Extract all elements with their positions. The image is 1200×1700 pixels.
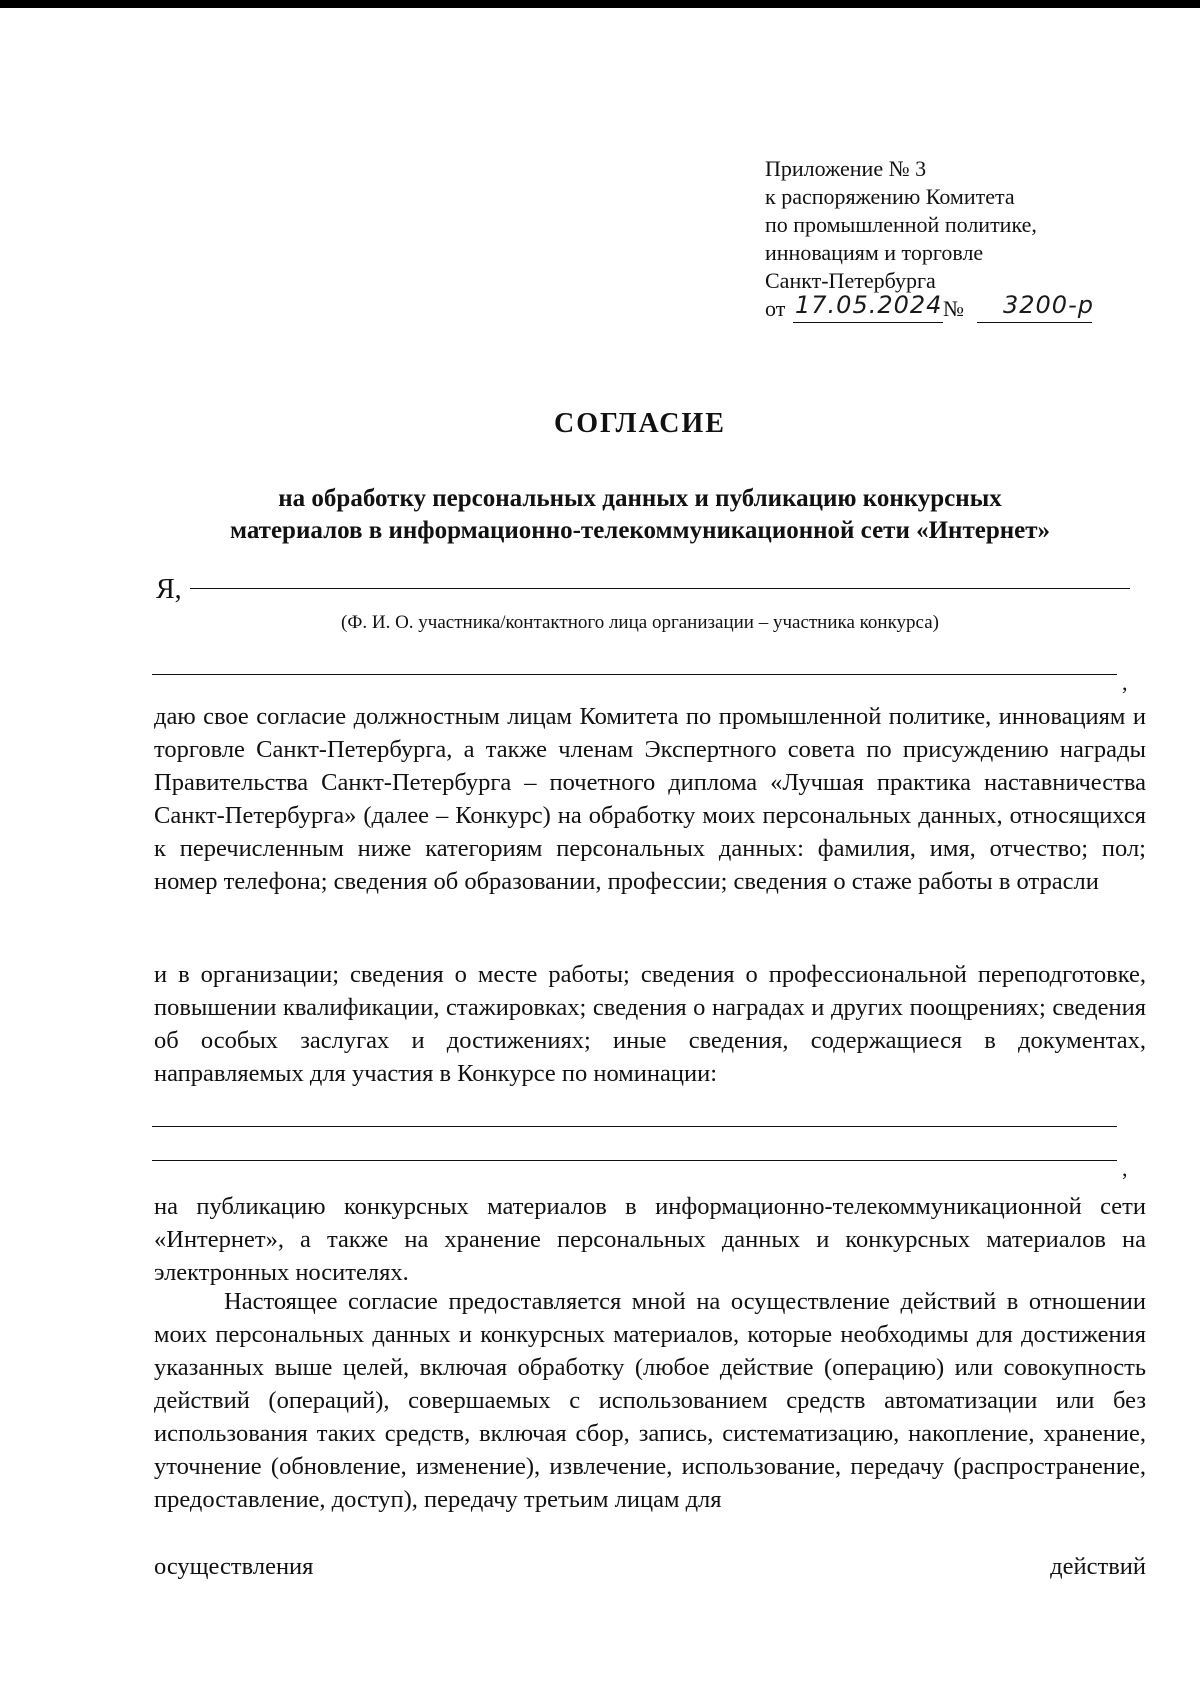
paragraph-4: Настоящее согласие предоставляется мной на осуществление действий в отношении моих персональных данных и конкурсных материалов, которые необходимы для достижения указанных выше целей, включая обработку (любое действие (операцию) или совокупность действий (операций), совершаемых с использованием средств автоматизации или без использования таких средств, включая сбор, запись, систематизацию, накопление, хранение, уточнение (обновление, изменение), извлечение, использование, передачу (распространение, предоставление, доступ), передачу третьим лицам для (154, 1288, 1146, 1513)
comma-1: , (1122, 670, 1128, 695)
appendix-line-3: по промышленной политике, (765, 212, 1037, 237)
fio-continuation-line[interactable] (152, 674, 1117, 675)
date-number-line (765, 291, 1145, 325)
paragraph-4-last-right: действий (1050, 1553, 1146, 1580)
nomination-line-1[interactable] (152, 1126, 1117, 1127)
nomination-line-2[interactable] (152, 1160, 1117, 1161)
document-title: СОГЛАСИЕ (554, 408, 726, 439)
subtitle-line-1: на обработку персональных данных и публикацию конкурсных (278, 485, 1002, 512)
comma-2: , (1122, 1156, 1128, 1181)
fio-input-line[interactable] (190, 588, 1130, 589)
appendix-line-4: инновациям и торговле (765, 240, 984, 265)
ot-label: от (765, 296, 786, 321)
ya-label: Я, (156, 574, 182, 605)
handwritten-date: 17.05.2024 (795, 291, 943, 319)
appendix-line-5: Санкт-Петербурга (765, 268, 936, 293)
subtitle-line-2: материалов в информационно-телекоммуникационной сети «Интернет» (229, 517, 1051, 544)
fio-caption: (Ф. И. О. участника/контактного лица организации – участника конкурса) (341, 612, 939, 633)
date-underline (793, 322, 943, 323)
paragraph-2: и в организации; сведения о месте работы; сведения о профессиональной переподготовке, повышении квалификации, стажировках; сведения о наградах и других поощрениях; сведения об особых заслугах и достижениях; иные сведения, содержащиеся в документах, направляемых для участия в Конкурсе по номинации: (154, 961, 1146, 1087)
paragraph-1: даю свое согласие должностным лицам Комитета по промышленной политике, инновациям и торговле Санкт-Петербурга, а также членам Экспертного совета по присуждению награды Правительства Санкт-Петербурга – почетного диплома «Лучшая практика наставничества Санкт-Петербурга» (далее – Конкурс) на обработку моих персональных данных, относящихся к перечисленным ниже категориям персональных данных: фамилия, имя, отчество; пол; номер телефона; сведения об образовании, профессии; сведения о стаже работы в отрасли (154, 703, 1146, 895)
appendix-line-1: Приложение № 3 (765, 156, 927, 181)
paragraph-3: на публикацию конкурсных материалов в информационно-телекоммуникационной сети «Интернет», а также на хранение персональных данных и конкурсных материалов на электронных носителях. (154, 1193, 1146, 1286)
number-underline (977, 322, 1092, 323)
paragraph-4-last-left: осуществления (154, 1553, 314, 1580)
appendix-block (765, 155, 1145, 325)
number-label: № (943, 296, 964, 321)
handwritten-number: 3200-р (1003, 291, 1094, 319)
document-subtitle (150, 483, 1130, 547)
appendix-line-2: к распоряжению Комитета (765, 184, 1015, 209)
